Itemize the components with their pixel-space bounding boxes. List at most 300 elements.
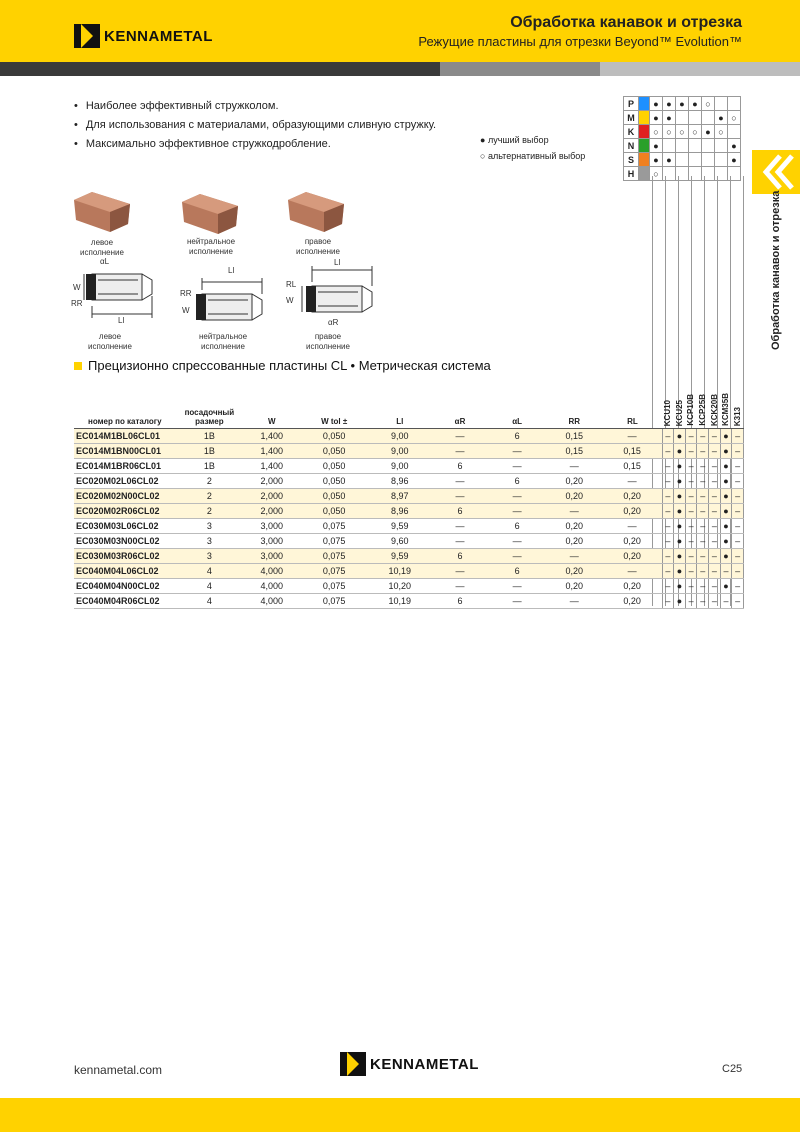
material-mark xyxy=(676,153,689,167)
cell-rr: 0,20 xyxy=(546,564,603,579)
material-row xyxy=(624,125,741,139)
cell-seat: 1B xyxy=(176,459,244,474)
cell-grade: – xyxy=(697,534,709,549)
material-mark xyxy=(728,97,741,111)
cell-ar: — xyxy=(431,519,488,534)
col-rl: RL xyxy=(603,390,662,429)
feature-item: • Наиболее эффективный стружколом. xyxy=(74,97,436,116)
material-label: S xyxy=(624,153,639,167)
cell-ll: 9,59 xyxy=(368,549,431,564)
material-color-swatch xyxy=(639,111,650,125)
feature-item: • Максимально эффективное стружкодробление. xyxy=(74,135,436,154)
cell-rl: 0,20 xyxy=(603,579,662,594)
cell-rr: — xyxy=(546,459,603,474)
cell-ar: 6 xyxy=(431,594,488,609)
cell-rr: 0,20 xyxy=(546,579,603,594)
label-w-neutral: W xyxy=(182,306,190,315)
cell-wtol: 0,050 xyxy=(300,459,368,474)
col-grade-kck20b xyxy=(709,390,721,429)
cell-num: EC014M1BL06CL01 xyxy=(74,429,176,444)
cell-w: 4,000 xyxy=(243,564,300,579)
table-row xyxy=(74,474,744,489)
cell-grade: – xyxy=(697,429,709,444)
cell-w: 3,000 xyxy=(243,519,300,534)
material-mark: ○ xyxy=(728,111,741,125)
cell-seat: 3 xyxy=(176,519,244,534)
cell-al: — xyxy=(489,504,546,519)
material-mark: ● xyxy=(728,139,741,153)
cell-grade: ● xyxy=(674,489,686,504)
cell-grade: – xyxy=(685,594,697,609)
table-row xyxy=(74,444,744,459)
cell-grade: ● xyxy=(674,594,686,609)
cell-grade: – xyxy=(697,459,709,474)
cell-w: 1,400 xyxy=(243,459,300,474)
cell-ll: 9,59 xyxy=(368,519,431,534)
cell-al: — xyxy=(489,534,546,549)
insert-left-image xyxy=(70,190,134,234)
cell-al: 6 xyxy=(489,564,546,579)
label-alpha-r: αR xyxy=(328,318,339,327)
header-stripe xyxy=(0,62,800,76)
cell-grade: – xyxy=(697,444,709,459)
cell-grade: – xyxy=(697,579,709,594)
cell-grade: – xyxy=(732,489,744,504)
cell-ar: — xyxy=(431,564,488,579)
cell-grade: – xyxy=(709,444,721,459)
cell-num: EC014M1BN00CL01 xyxy=(74,444,176,459)
cell-wtol: 0,075 xyxy=(300,579,368,594)
cell-ll: 9,00 xyxy=(368,444,431,459)
cell-grade: – xyxy=(685,459,697,474)
caption-neutral-bottom: нейтральное исполнение xyxy=(198,332,248,351)
material-mark xyxy=(689,111,702,125)
cell-rr: 0,20 xyxy=(546,474,603,489)
cell-grade: – xyxy=(709,504,721,519)
table-row xyxy=(74,459,744,474)
cell-seat: 3 xyxy=(176,534,244,549)
table-row xyxy=(74,519,744,534)
cell-grade: – xyxy=(709,534,721,549)
grade-label: KCU25 xyxy=(674,399,684,426)
material-row xyxy=(624,97,741,111)
cell-seat: 4 xyxy=(176,594,244,609)
material-color-swatch xyxy=(639,153,650,167)
label-rl-right: RL xyxy=(286,280,297,289)
cell-grade: – xyxy=(709,459,721,474)
section-title xyxy=(74,358,491,373)
cell-grade: ● xyxy=(720,579,732,594)
col-grade-kcp25b xyxy=(697,390,709,429)
section-title-text: Прецизионно спрессованные пластины CL • Метрическая система xyxy=(88,358,491,373)
insert-neutral-image xyxy=(178,192,242,236)
cell-grade: – xyxy=(709,474,721,489)
material-mark: ● xyxy=(702,125,715,139)
cell-ll: 9,00 xyxy=(368,429,431,444)
material-mark: ● xyxy=(663,153,676,167)
cell-grade: – xyxy=(697,564,709,579)
cell-al: 6 xyxy=(489,474,546,489)
cell-grade: ● xyxy=(720,444,732,459)
table-row xyxy=(74,489,744,504)
grade-label: KCM35B xyxy=(721,393,731,426)
cell-grade: ● xyxy=(720,474,732,489)
cell-grade: ● xyxy=(674,549,686,564)
cell-ll: 10,20 xyxy=(368,579,431,594)
cell-grade: – xyxy=(685,579,697,594)
cell-grade: – xyxy=(685,564,697,579)
table-row xyxy=(74,594,744,609)
cell-rl: — xyxy=(603,519,662,534)
col-alpha-l: αL xyxy=(489,390,546,429)
cell-al: — xyxy=(489,549,546,564)
material-color-swatch xyxy=(639,139,650,153)
cell-seat: 1B xyxy=(176,444,244,459)
cell-grade: – xyxy=(697,474,709,489)
cell-al: — xyxy=(489,444,546,459)
material-label: H xyxy=(624,167,639,181)
grade-label: KCP10B xyxy=(686,394,696,426)
cell-wtol: 0,075 xyxy=(300,519,368,534)
cell-ar: — xyxy=(431,474,488,489)
label-ll-left: Ll xyxy=(118,316,125,325)
cell-wtol: 0,075 xyxy=(300,594,368,609)
cell-rl: 0,20 xyxy=(603,549,662,564)
label-ll-right: Ll xyxy=(334,258,341,267)
cell-grade: – xyxy=(685,489,697,504)
cell-al: 6 xyxy=(489,429,546,444)
feature-item: • Для использования с материалами, образующими сливную стружку. xyxy=(74,116,436,135)
kennametal-k-icon xyxy=(74,24,100,48)
kennametal-k-icon xyxy=(340,1052,366,1076)
material-mark: ● xyxy=(663,97,676,111)
col-seat-size: посадочный размер xyxy=(176,390,244,429)
cell-grade: – xyxy=(685,519,697,534)
material-color-swatch xyxy=(639,167,650,181)
cell-grade: – xyxy=(732,594,744,609)
cell-w: 1,400 xyxy=(243,429,300,444)
material-row xyxy=(624,111,741,125)
drawing-left xyxy=(72,256,162,328)
col-w-tol: W tol ± xyxy=(300,390,368,429)
material-mark xyxy=(702,139,715,153)
cell-al: — xyxy=(489,489,546,504)
cell-grade: – xyxy=(732,504,744,519)
material-label: M xyxy=(624,111,639,125)
legend-best: ● лучший выбор xyxy=(480,135,549,145)
material-mark: ○ xyxy=(650,125,663,139)
material-label: P xyxy=(624,97,639,111)
label-w-right: W xyxy=(286,296,294,305)
cell-wtol: 0,050 xyxy=(300,444,368,459)
cell-grade: – xyxy=(732,474,744,489)
cell-rl: — xyxy=(603,429,662,444)
cell-grade: – xyxy=(732,519,744,534)
cell-grade: ● xyxy=(674,429,686,444)
cell-seat: 4 xyxy=(176,564,244,579)
material-mark: ○ xyxy=(676,125,689,139)
footer-logo xyxy=(340,1052,479,1076)
col-catalog-number: номер по каталогу xyxy=(74,390,176,429)
cell-grade: – xyxy=(662,429,674,444)
cell-grade: – xyxy=(662,534,674,549)
cell-grade: – xyxy=(685,534,697,549)
cell-seat: 4 xyxy=(176,579,244,594)
cell-grade: – xyxy=(685,429,697,444)
material-mark xyxy=(715,153,728,167)
page-subtitle: Режущие пластины для отрезки Beyond™ Evolution™ xyxy=(418,34,742,49)
cell-grade: ● xyxy=(674,534,686,549)
col-grade-kcu10 xyxy=(662,390,674,429)
material-mark: ● xyxy=(689,97,702,111)
cell-grade: ● xyxy=(674,459,686,474)
cell-grade: – xyxy=(662,549,674,564)
cell-grade: – xyxy=(697,549,709,564)
cell-al: — xyxy=(489,594,546,609)
material-mark xyxy=(715,97,728,111)
cell-grade: – xyxy=(662,489,674,504)
cell-grade: ● xyxy=(720,534,732,549)
col-grade-kcu25 xyxy=(674,390,686,429)
cell-al: — xyxy=(489,579,546,594)
legend-alt: ○ альтернативный выбор xyxy=(480,151,586,161)
cell-grade: – xyxy=(732,579,744,594)
cell-rr: — xyxy=(546,594,603,609)
side-tab-label xyxy=(770,190,790,360)
feature-list xyxy=(74,97,436,154)
legend-best-label: лучший выбор xyxy=(487,135,549,145)
cell-grade: – xyxy=(697,594,709,609)
cell-wtol: 0,050 xyxy=(300,504,368,519)
page-number: C25 xyxy=(722,1063,743,1075)
cell-wtol: 0,050 xyxy=(300,489,368,504)
col-grade-kcp10b xyxy=(685,390,697,429)
material-mark xyxy=(676,111,689,125)
cell-grade: ● xyxy=(674,579,686,594)
cell-w: 4,000 xyxy=(243,594,300,609)
cell-num: EC040M04L06CL02 xyxy=(74,564,176,579)
label-alpha-l: αL xyxy=(100,257,110,266)
caption-left-top: левое исполнение xyxy=(80,238,124,257)
cell-w: 2,000 xyxy=(243,489,300,504)
cell-grade: ● xyxy=(674,504,686,519)
footer-band xyxy=(0,1098,800,1132)
cell-grade: – xyxy=(732,429,744,444)
caption-right-top: правое исполнение xyxy=(296,237,340,256)
cell-wtol: 0,075 xyxy=(300,564,368,579)
material-row xyxy=(624,153,741,167)
cell-grade: – xyxy=(685,444,697,459)
col-w: W xyxy=(243,390,300,429)
cell-ar: — xyxy=(431,444,488,459)
cell-grade: – xyxy=(732,564,744,579)
cell-num: EC020M02L06CL02 xyxy=(74,474,176,489)
cell-grade: – xyxy=(709,594,721,609)
material-mark xyxy=(676,139,689,153)
cell-grade: – xyxy=(697,489,709,504)
table-row xyxy=(74,579,744,594)
cell-grade: – xyxy=(720,594,732,609)
material-mark xyxy=(689,139,702,153)
table-row xyxy=(74,564,744,579)
cell-seat: 1B xyxy=(176,429,244,444)
grade-label: KCP25B xyxy=(697,394,707,426)
cell-grade: – xyxy=(685,549,697,564)
cell-num: EC040M04N00CL02 xyxy=(74,579,176,594)
cell-wtol: 0,075 xyxy=(300,549,368,564)
cell-ll: 8,96 xyxy=(368,504,431,519)
cell-grade: – xyxy=(697,504,709,519)
material-mark: ○ xyxy=(663,125,676,139)
cell-seat: 2 xyxy=(176,474,244,489)
material-color-swatch xyxy=(639,125,650,139)
material-mark: ○ xyxy=(689,125,702,139)
table-row xyxy=(74,549,744,564)
brand-text: KENNAMETAL xyxy=(104,27,213,45)
cell-rl: — xyxy=(603,564,662,579)
cell-w: 4,000 xyxy=(243,579,300,594)
material-color-swatch xyxy=(639,97,650,111)
material-mark: ● xyxy=(650,111,663,125)
cell-seat: 2 xyxy=(176,504,244,519)
cell-grade: – xyxy=(732,534,744,549)
cell-grade: – xyxy=(709,489,721,504)
cell-grade: ● xyxy=(720,504,732,519)
cell-ar: — xyxy=(431,489,488,504)
material-mark xyxy=(702,153,715,167)
legend xyxy=(480,132,585,164)
cell-grade: – xyxy=(662,444,674,459)
cell-grade: ● xyxy=(720,549,732,564)
cell-rl: 0,15 xyxy=(603,459,662,474)
caption-neutral-top: нейтральное исполнение xyxy=(186,237,236,256)
table-header-row xyxy=(74,390,744,429)
material-mark xyxy=(715,139,728,153)
cell-al: — xyxy=(489,459,546,474)
label-rr-left: RR xyxy=(71,299,83,308)
caption-right-bottom: правое исполнение xyxy=(306,332,350,351)
table-row xyxy=(74,534,744,549)
cell-num: EC030M03L06CL02 xyxy=(74,519,176,534)
material-mark: ○ xyxy=(650,167,663,181)
cell-wtol: 0,050 xyxy=(300,474,368,489)
kennametal-logo xyxy=(74,24,213,48)
material-mark xyxy=(663,139,676,153)
cell-rl: 0,15 xyxy=(603,444,662,459)
cell-grade: – xyxy=(685,504,697,519)
side-tab-text: Обработка канавок и отрезка xyxy=(770,190,782,350)
cell-grade: ● xyxy=(674,474,686,489)
cell-grade: – xyxy=(709,549,721,564)
insert-right-image xyxy=(284,190,348,234)
cell-wtol: 0,075 xyxy=(300,534,368,549)
col-alpha-r: αR xyxy=(431,390,488,429)
cell-rr: 0,20 xyxy=(546,534,603,549)
cell-num: EC030M03R06CL02 xyxy=(74,549,176,564)
material-mark xyxy=(728,125,741,139)
label-rr-neutral: RR xyxy=(180,289,192,298)
cell-grade: – xyxy=(662,519,674,534)
material-label: K xyxy=(624,125,639,139)
label-ll-neutral: Ll xyxy=(228,266,235,275)
cell-rl: 0,20 xyxy=(603,489,662,504)
section-square-icon xyxy=(74,362,82,370)
cell-rr: 0,20 xyxy=(546,489,603,504)
cell-grade: – xyxy=(732,459,744,474)
insert-table xyxy=(74,390,744,609)
cell-num: EC030M03N00CL02 xyxy=(74,534,176,549)
cell-grade: ● xyxy=(674,564,686,579)
page-title: Обработка канавок и отрезка xyxy=(510,14,742,31)
cell-w: 1,400 xyxy=(243,444,300,459)
material-mark: ○ xyxy=(715,125,728,139)
cell-grade: ● xyxy=(720,519,732,534)
label-w-left: W xyxy=(73,283,81,292)
material-mark: ● xyxy=(676,97,689,111)
cell-rr: — xyxy=(546,549,603,564)
cell-grade: – xyxy=(709,564,721,579)
col-grade-k313 xyxy=(732,390,744,429)
grade-label: KCK20B xyxy=(709,393,719,426)
material-mark: ● xyxy=(715,111,728,125)
cell-ar: 6 xyxy=(431,504,488,519)
cell-grade: – xyxy=(709,519,721,534)
material-mark: ● xyxy=(663,111,676,125)
cell-grade: ● xyxy=(720,459,732,474)
cell-grade: – xyxy=(697,519,709,534)
cell-grade: – xyxy=(662,594,674,609)
material-mark: ● xyxy=(650,97,663,111)
cell-ll: 8,96 xyxy=(368,474,431,489)
cell-ar: 6 xyxy=(431,459,488,474)
material-label: N xyxy=(624,139,639,153)
material-mark: ○ xyxy=(702,97,715,111)
material-mark: ● xyxy=(650,153,663,167)
legend-alt-label: альтернативный выбор xyxy=(487,151,586,161)
cell-w: 2,000 xyxy=(243,474,300,489)
cell-ll: 9,00 xyxy=(368,459,431,474)
table-row xyxy=(74,504,744,519)
cell-grade: – xyxy=(732,444,744,459)
cell-seat: 2 xyxy=(176,489,244,504)
cell-rl: 0,20 xyxy=(603,504,662,519)
cell-grade: ● xyxy=(720,429,732,444)
caption-left-bottom: левое исполнение xyxy=(88,332,132,351)
footer-brand-text: KENNAMETAL xyxy=(370,1055,479,1073)
table-row xyxy=(74,429,744,444)
cell-grade: ● xyxy=(674,519,686,534)
cell-ll: 8,97 xyxy=(368,489,431,504)
cell-grade: – xyxy=(709,429,721,444)
grade-label: KCU10 xyxy=(663,399,673,426)
cell-al: 6 xyxy=(489,519,546,534)
cell-num: EC020M02R06CL02 xyxy=(74,504,176,519)
material-mark xyxy=(689,153,702,167)
cell-w: 2,000 xyxy=(243,504,300,519)
col-grade-kcm35b xyxy=(720,390,732,429)
cell-ar: 6 xyxy=(431,549,488,564)
cell-grade: ● xyxy=(720,489,732,504)
footer-url[interactable]: kennametal.com xyxy=(74,1063,163,1077)
cell-ll: 10,19 xyxy=(368,564,431,579)
cell-rr: 0,15 xyxy=(546,429,603,444)
cell-grade: – xyxy=(720,564,732,579)
cell-w: 3,000 xyxy=(243,549,300,564)
cell-grade: – xyxy=(685,474,697,489)
cell-rr: 0,15 xyxy=(546,444,603,459)
cell-grade: – xyxy=(662,504,674,519)
cell-grade: – xyxy=(709,579,721,594)
